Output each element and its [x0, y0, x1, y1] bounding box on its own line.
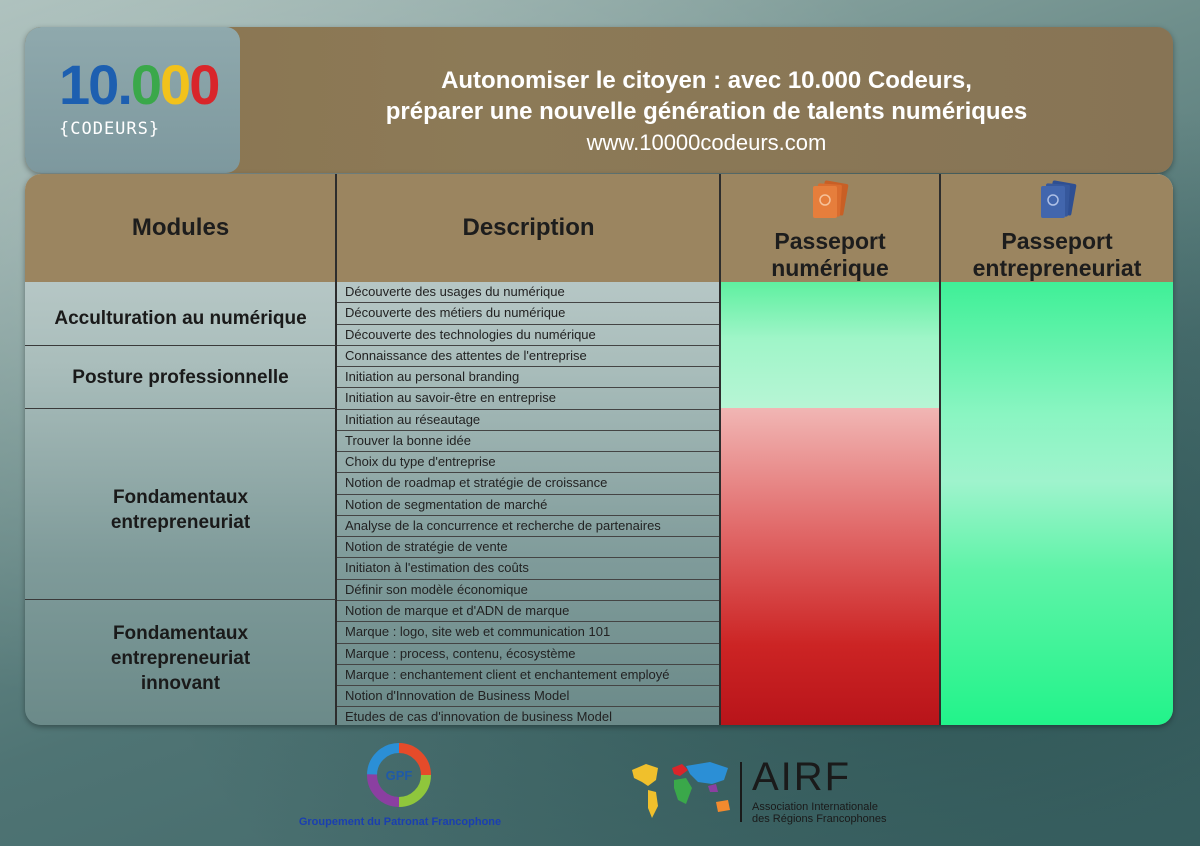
description-list — [336, 282, 719, 725]
description-row: Découverte des technologies du numérique — [336, 325, 719, 346]
title-block — [240, 65, 1173, 159]
divider — [25, 599, 336, 600]
description-row: Notion de marque et d'ADN de marque — [336, 601, 719, 622]
logo-subtitle: {CODEURS} — [59, 119, 161, 139]
logo-10000-codeurs — [25, 27, 240, 173]
passeport-numerique-line2: numérique — [771, 255, 889, 281]
description-row: Marque : logo, site web et communication 101 — [336, 622, 719, 643]
passeport-entrepreneuriat-line2: entrepreneuriat — [972, 255, 1142, 281]
col-header-passeport-entrepreneuriat — [941, 174, 1173, 282]
description-row: Initiaton à l'estimation des coûts — [336, 558, 719, 579]
passport-blue-icon — [1038, 180, 1078, 222]
gpf-caption: Groupement du Patronat Francophone — [298, 816, 502, 828]
description-row: Définir son modèle économique — [336, 580, 719, 601]
description-row: Trouver la bonne idée — [336, 431, 719, 452]
gpf-logo — [366, 742, 432, 808]
airf-subtitle: Association Internationale des Régions Francophones — [752, 801, 887, 825]
description-row: Initiation au réseautage — [336, 410, 719, 431]
passport-orange-icon — [810, 180, 850, 222]
description-row: Notion d'Innovation de Business Model — [336, 686, 719, 707]
module-acculturation: Acculturation au numérique — [54, 308, 307, 329]
description-row: Initiation au savoir-être en entreprise — [336, 388, 719, 409]
logo-number: 10.000 — [59, 53, 219, 116]
module-fondamentaux: Fondamentaux entrepreneuriat — [110, 487, 251, 533]
description-row: Découverte des usages du numérique — [336, 282, 719, 303]
gpf-logo-text: GPF — [385, 768, 413, 783]
modules-table — [25, 174, 1173, 725]
website-url[interactable]: www.10000codeurs.com — [586, 130, 827, 155]
divider — [740, 762, 742, 822]
description-row: Marque : process, contenu, écosystème — [336, 644, 719, 665]
passeport-entrepreneuriat-line1: Passeport — [1001, 228, 1113, 254]
description-row: Analyse de la concurrence et recherche de partenaires — [336, 516, 719, 537]
passport-numerique-green-cell — [721, 282, 939, 408]
description-row: Notion de roadmap et stratégie de croissance — [336, 473, 719, 494]
title-line-2: préparer une nouvelle génération de talents numériques — [385, 98, 1028, 125]
divider — [25, 345, 336, 346]
world-map-icon — [628, 760, 734, 822]
module-fondamentaux-innovant: Fondamentaux entrepreneuriat innovant — [110, 623, 251, 694]
description-row: Initiation au personal branding — [336, 367, 719, 388]
divider — [939, 174, 941, 725]
description-row: Choix du type d'entreprise — [336, 452, 719, 473]
passport-numerique-red-cell — [721, 408, 939, 725]
module-posture: Posture professionnelle — [72, 367, 289, 388]
description-row: Notion de segmentation de marché — [336, 495, 719, 516]
col-header-modules: Modules — [131, 214, 230, 241]
header-banner — [25, 27, 1173, 173]
title-line-1: Autonomiser le citoyen : avec 10.000 Codeurs, — [441, 67, 972, 94]
divider — [25, 408, 336, 409]
col-header-passeport-numerique — [721, 174, 939, 282]
divider — [335, 174, 337, 725]
airf-logo-text: AIRF — [752, 755, 852, 799]
passport-entrepreneuriat-green-cell — [941, 282, 1173, 725]
description-row: Découverte des métiers du numérique — [336, 303, 719, 324]
divider — [719, 174, 721, 725]
description-row: Marque : enchantement client et enchantement employé — [336, 665, 719, 686]
col-header-description: Description — [462, 214, 595, 241]
description-row: Connaissance des attentes de l'entreprise — [336, 346, 719, 367]
passeport-numerique-line1: Passeport — [774, 228, 886, 254]
description-row: Etudes de cas d'innovation de business Model — [336, 707, 719, 725]
description-row: Notion de stratégie de vente — [336, 537, 719, 558]
